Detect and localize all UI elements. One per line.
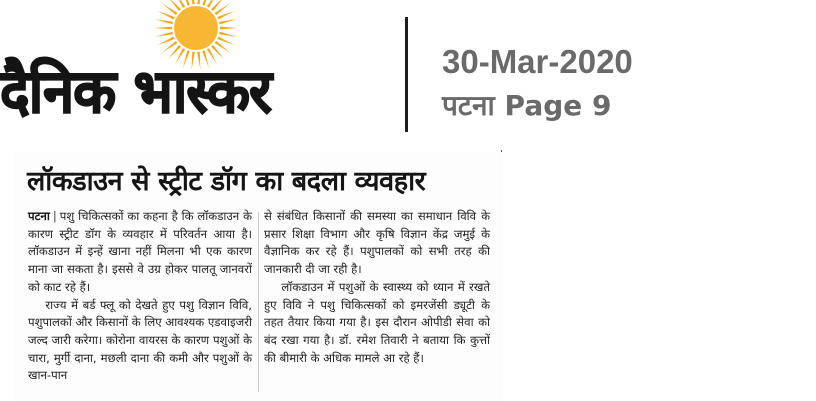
- sun-ray: [217, 11, 234, 20]
- sun-ray: [155, 32, 173, 37]
- edition-place-page: पटना Page 9: [442, 89, 612, 122]
- sun-ray: [217, 37, 234, 46]
- article-paragraph: से संबंधित किसानों की समस्या का समाधान विवि के प्रसार शिक्षा विभाग और कृषि विज्ञान केंद्र जमुई के वैज्ञानिक कर रहे हैं। पशुपालकों को सभी तरह की जानकारी दी जा रही है।: [264, 209, 490, 277]
- article-paragraph: लॉकडाउन में पशुओं के स्वास्थ्य को ध्यान में रखते हुए विवि ने पशु चिकित्सकों को इमरजेंसी ड्यूटी के तहत तैयार किया गया है। इस दौरान ओपीडी सेवा को बंद रखा गया है। डॉ. रमेश तिवारी ने बताया कि कुत्तों की बीमारी के अधिक मामले आ रहे हैं।: [264, 279, 490, 365]
- edition-date: 30-Mar-2020: [442, 43, 633, 80]
- article-column-left: [28, 208, 252, 385]
- sun-ray: [202, 0, 209, 6]
- article-paragraph: [28, 208, 252, 297]
- sun-ray: [155, 19, 173, 24]
- sun-ray: [158, 11, 175, 20]
- sun-ray: [183, 0, 190, 6]
- article-paragraph: राज्य में बर्ड फ्लू को देखते हुए पशु विज्ञान विवि, पशुपालकों और किसानों के लिए आवश्यक एडवाइजरी जल्द जारी करेगा। कोरोना वायरस के कारण पशुओं के चारा, मुर्गी दाना, मछली दाना की कमी और पशुओं के खान-पान: [28, 297, 252, 383]
- column-separator: [258, 212, 259, 392]
- article-clipping: [13, 152, 503, 401]
- sun-ray: [219, 19, 237, 24]
- sun-ray: [219, 32, 237, 37]
- dateline-separator: |: [52, 209, 57, 223]
- sun-ray: [192, 0, 195, 4]
- paragraph-text: पशु चिकित्सकों का कहना है कि लॉकडाउन के कारण स्ट्रीट डॉग के व्यवहार में परिवर्तन आया है। लॉकडाउन में इन्हें खाना नहीं मिलना भी एक कारण माना जा सकता है। इससे वे उग्र होकर पालतू जानवरों को काट रहे हैं।: [28, 209, 252, 294]
- article-column-right: [264, 208, 490, 367]
- sun-ray: [220, 27, 238, 30]
- sun-core: [174, 6, 218, 50]
- brand-logo-wordmark: दैनिक भास्कर: [0, 57, 271, 127]
- sun-ray: [197, 0, 200, 4]
- article-dateline: पटना: [28, 209, 50, 223]
- sun-ray: [158, 37, 175, 46]
- masthead-divider: [405, 17, 408, 132]
- article-headline: लॉकडाउन से स्ट्रीट डॉग का बदला व्यवहार: [27, 166, 426, 197]
- masthead: [0, 0, 816, 142]
- sun-ray: [154, 27, 172, 30]
